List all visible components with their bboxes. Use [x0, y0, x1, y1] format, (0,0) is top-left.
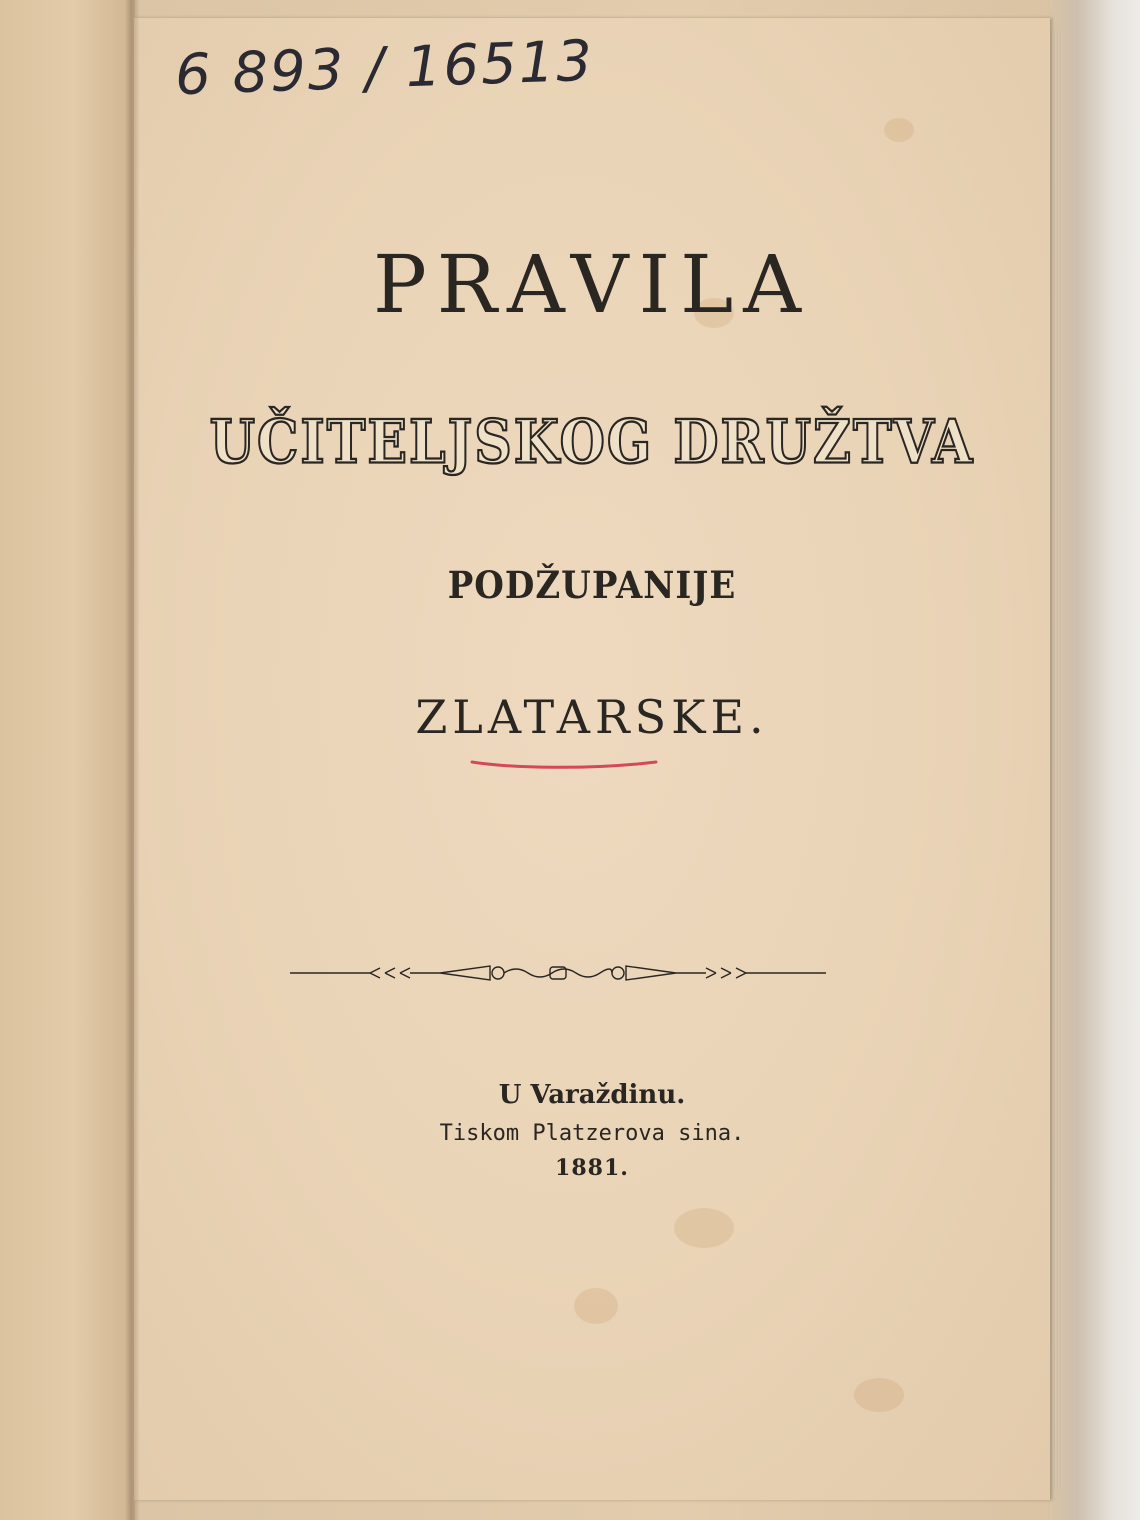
ornamental-divider	[290, 960, 826, 986]
imprint-year: 1881.	[555, 1155, 629, 1181]
foxing-spot	[854, 1378, 904, 1412]
page-stack-edges	[1050, 30, 1062, 1490]
title-podzupanije: PODŽUPANIJE	[447, 564, 737, 608]
book-gutter	[125, 0, 139, 1520]
title-pravila: PRAVILA	[372, 238, 812, 331]
left-page	[0, 0, 135, 1520]
foxing-spot	[674, 1208, 734, 1248]
red-pencil-underline	[470, 756, 658, 772]
handwritten-call-number: 6 893 / 16513	[173, 28, 595, 109]
foxing-spot	[884, 118, 914, 142]
imprint-place: U Varaždinu.	[498, 1080, 686, 1110]
background-right	[1050, 0, 1140, 1520]
title-uciteljskog-druztva: UČITELJSKOG DRUŽTVA	[209, 407, 975, 478]
imprint-printer: Tiskom Platzerova sina.	[439, 1121, 745, 1146]
title-zlatarske: ZLATARSKE.	[415, 690, 769, 744]
foxing-spot	[574, 1288, 618, 1324]
